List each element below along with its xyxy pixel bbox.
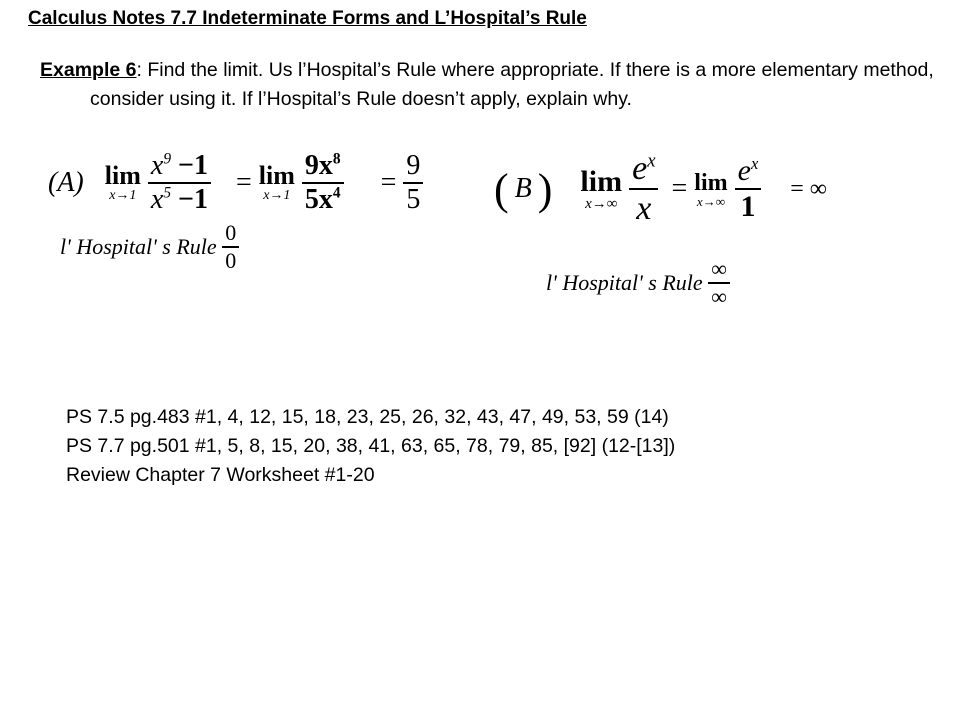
part-a-equals-1: = [235,167,252,198]
part-b-equation: ( B ) lim x→∞ $\frac{e^x}{x}$ = lim x→∞ $\frac{e^x}{1}$ = ∞ [494,150,827,227]
part-b-fraction-2: $\frac{e^x}{1}$ [735,154,762,224]
part-a-lim-2: lim x→1 [258,161,295,203]
example-label: Example 6 [40,59,137,81]
assignment-list [66,403,675,490]
part-b-lim-1: lim x→∞ [580,164,623,212]
part-a-lim-1: lim x→1 [104,161,141,203]
assignment-line: PS 7.7 pg.501 #1, 5, 8, 15, 20, 38, 41, 63, 65, 78, 79, 85, [92] (12-[13]) [66,435,676,457]
part-b-rule: l' Hospital' s Rule $\frac{\infty}{\infty}$ [546,256,730,310]
part-b-label: B [514,173,532,204]
part-a-fraction-3: $\frac{9}{5}$ [403,150,423,216]
part-a-equation [48,150,423,216]
part-a-rule-fraction: $\frac{0}{0}$ [222,220,239,274]
part-a-rule: l' Hospital' s Rule $\frac{0}{0}$ [60,220,239,274]
page-title: Calculus Notes 7.7 Indeterminate Forms and L’Hospital’s Rule [28,8,587,29]
part-b-result: = ∞ [790,175,827,202]
example-text: : Find the limit. Us l’Hospital’s Rule where appropriate. If there is a more elementary method, consider using it. If l’Hospital’s Rule doesn’t apply, explain why. [90,59,934,110]
part-b-fraction-1: $\frac{e^x}{x}$ [629,150,658,228]
part-b-lim-2: lim x→∞ [694,169,728,209]
part-a-fraction-2: $\frac{9x^8}{5x^4}$ [302,150,344,216]
part-a-fraction-1: $\frac{x^9 -1}{x^5 -1}$ [148,150,211,216]
assignment-line: Review Chapter 7 Worksheet #1-20 [66,464,375,486]
example-6 [40,56,950,114]
part-b-equals-1: = [671,173,688,204]
assignment-line: PS 7.5 pg.483 #1, 4, 12, 15, 18, 23, 25, 26, 32, 43, 47, 49, 53, 59 (14) [66,406,669,428]
part-a-label: (A) [48,167,84,198]
part-b-rule-fraction: $\frac{\infty}{\infty}$ [708,256,730,310]
part-a-equals-2: = [380,167,397,198]
